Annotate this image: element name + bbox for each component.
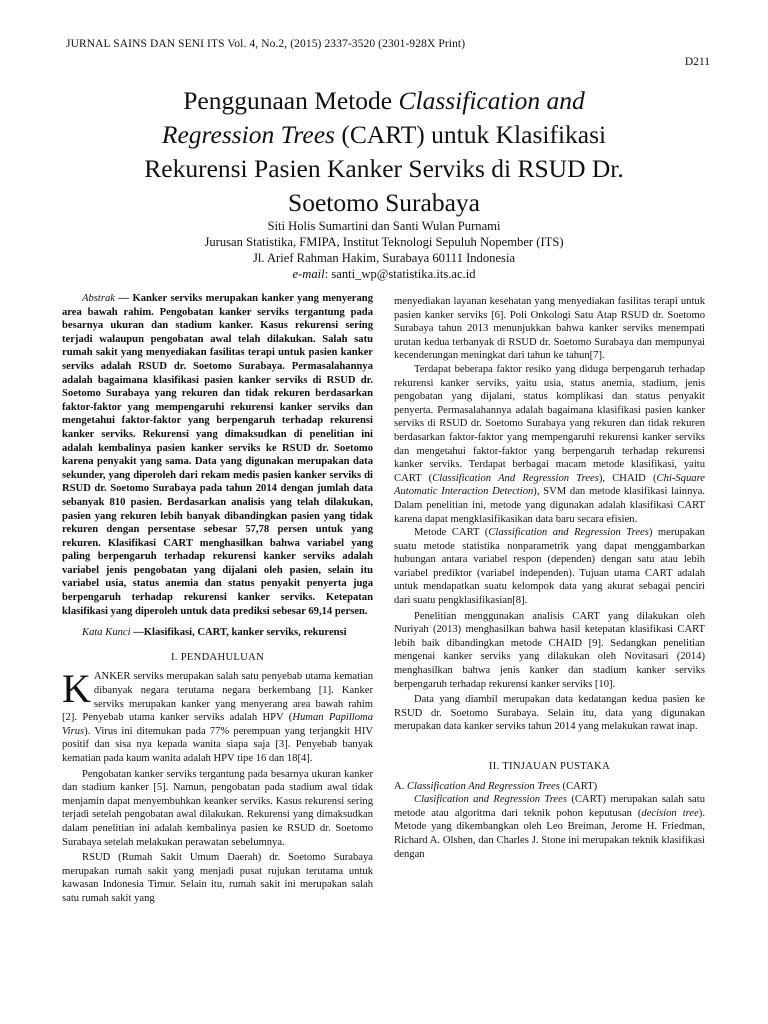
section-heading-literature: II. TINJAUAN PUSTAKA — [488, 761, 611, 772]
intro-paragraph-8: Data yang diambil merupakan data kedatangan kedua pasien ke RSUD dr. Soetomo Surabaya. Selain itu, data yang digunakan merupakan data kanker serviks tahun 2014 yang melakukan rawat inap. — [394, 694, 705, 733]
email-line — [60, 266, 708, 282]
intro-paragraph-2: Pengobatan kanker serviks tergantung pada besarnya ukuran kanker dan stadium kanker [5]. Namun, pengobatan pada stadium awal tidak menjamin dapat menyembuhkan keanker serviks. Kasus rekurensi sering terjadi setelah pengobatan awal dilakukan. Rekurensi yang dimaksudkan dalam penelitian ini adalah kembalinya pasien ke RSUD dr. Soetomo Surabaya setelah melakukan perawatan sebelumnya. — [62, 768, 373, 848]
paragraph-text: (CART) merupakan salah satu metode atau algoritma dari teknik pohon keputusan ( — [394, 794, 705, 819]
abstract-text: — Kanker serviks merupakan kanker yang menyerang area bawah rahim. Pengobatan kanker serviks tergantung pada besarnya ukuran dan stadium kanker. Kasus rekurensi sering terjadi walaupun pengobatan awal telah dilakukan. Salah satu rumah sakit yang menyediakan fasilitas terapi untuk pasien kanker serviks adalah RSUD dr. Soetomo Surabaya. Permasalahannya adalah bagaimana klasifikasi pasien kanker serviks di RSUD dr. Soetomo Surabaya yang rekuren dan tidak rekuren berdasarkan faktor-faktor yang mempengaruhi rekurensi kanker serviks dan mengetahui faktor-faktor yang berpengaruh terhadap rekurensi kanker serviks. Rekurensi yang dimaksudkan di penelitian ini adalah kembalinya pasien kanker serviks ke RSUD dr. Soetomo karena penyakit yang sama. Data yang digunakan merupakan data sekunder, yang diperoleh dari rekam medis pasien kanker serviks di RSUD dr. Soetomo Surabaya pada tahun 2014 dengan jumlah data sebanyak 810 pasien. Berdasarkan analisis yang telah dilakukan, pasien yang rekuren lebih banyak dibandingkan pasien yang tidak rekuren dengan persentase sebesar 57,78 persen untuk yang rekuren. Klasifikasi CART menghasilkan bahwa variabel yang paling berpengaruh terhadap rekurensi kanker serviks adalah variabel jenis pengobatan yang dijalani oleh pasien, selain itu variabel usia, status anemia dan status penyakit penyerta juga berpengaruh terhadap rekurensi kanker serviks. Ketepatan klasifikasi yang diperoleh untuk data prediksi sebesar 69,14 persen. — [62, 293, 373, 617]
title-italic-text: Regression Trees — [161, 120, 335, 149]
paragraph-italic: Clasification and Regression Trees — [414, 794, 567, 806]
paragraph-text: ). Metode yang dikembangkan oleh Leo Breiman, Jerome H. Friedman, Richard A. Olshen, dan Charles J. Stone ini merupakan teknik klasifikasi dengan — [394, 807, 705, 860]
intro-paragraph-3: RSUD (Rumah Sakit Umum Daerah) dr. Soetomo Surabaya merupakan rumah sakit yang menjadi pusat rujukan terutama untuk kawasan Indonesia Timur. Selain itu, rumah sakit ini merupakan salah satu rumah sakit yang — [62, 852, 373, 904]
paragraph-italic: Human Papilloma Virus — [62, 712, 373, 737]
intro-paragraph-1 — [62, 666, 373, 765]
subsection-suffix: (CART) — [559, 780, 598, 792]
paragraph-text: ANKER serviks merupakan salah satu penyebab utama kematian dibanyak negara terutama negara berkembang [1]. Kanker serviks merupakan kanker yang menyerang area bawah rahim [2]. Penyebab utama kanker serviks adalah HPV ( — [62, 671, 373, 724]
abstract — [62, 292, 373, 618]
title-line-4: Soetomo Surabaya — [288, 188, 480, 217]
keywords-text: —Klasifikasi, CART, kanker serviks, rekurensi — [130, 627, 347, 639]
page-number: D211 — [684, 56, 710, 68]
address: Jl. Arief Rahman Hakim, Surabaya 60111 Indonesia — [252, 251, 516, 265]
literature-paragraph-1 — [394, 793, 705, 861]
affiliation: Jurusan Statistika, FMIPA, Institut Teknologi Sepuluh Nopember (ITS) — [204, 235, 564, 249]
subsection-title: Classification And Regression Trees — [406, 780, 560, 792]
paragraph-text: ), SVM dan metode klasifikasi lainnya. Dalam penelitian ini, metode yang digunakan adalah klasifikasi CART karena dapat mengklasifikasikan data baru secara efisien. — [394, 486, 706, 525]
subsection-prefix: A. — [394, 780, 407, 792]
paragraph-text: Terdapat beberapa faktor resiko yang diduga berpengaruh terhadap rekurensi kanker serviks, yaitu usia, status anemia, stadium, jenis pengobatan yang dijalani, status komplikasi dan status penyakit penyerta. Permasalahannya adalah bagaimana klasifikasi pasien kanker serviks di RSUD dr. Soetomo Surabaya yang rekuren dan tidak rekuren berdasarkan faktor-faktor yang mempengaruhi rekurensi kanker serviks dan mengetahui faktor-faktor yang berpengaruh terhadap rekurensi kanker serviks. Terdapat berbagai macam metode klasifikasi, yaitu CART ( — [394, 363, 705, 484]
abstract-label: Abstrak — [82, 293, 115, 304]
intro-paragraph-5 — [394, 363, 705, 526]
paragraph-text: ), CHAID ( — [598, 472, 657, 484]
title-line-1 — [60, 84, 708, 118]
paragraph-italic: Classification And Regression Trees — [432, 472, 599, 484]
title-line-3: Rekurensi Pasien Kanker Serviks di RSUD Dr. — [144, 154, 624, 183]
paragraph-text: Metode CART ( — [414, 527, 489, 539]
paragraph-italic: Chi-Square Automatic Interaction Detection — [394, 472, 705, 498]
intro-paragraph-7: Penelitian menggunakan analisis CART yang dilakukan oleh Nuriyah (2013) menghasilkan bahwa hasil ketepatan klasifikasi CART lebih baik dibandingkan metode CHAID [9]. Sedangkan penelitian mengenai kanker serviks yang dilakukan oleh Novitasari (2014) menghasilkan bahwa jenis kanker dan stadium kanker serviks berpengaruh terhadap rekurensi kanker serviks [10]. — [394, 610, 705, 690]
title-line-2 — [60, 118, 708, 152]
intro-paragraph-6 — [394, 526, 705, 608]
section-heading-introduction: I. PENDAHULUAN — [170, 651, 265, 663]
paragraph-italic: Classification and Regression Trees — [488, 527, 649, 539]
keywords-label: Kata Kunci — [82, 627, 131, 639]
title-text: (CART) untuk Klasifikasi — [334, 120, 607, 149]
keywords — [62, 626, 373, 640]
intro-paragraph-4: menyediakan layanan kesehatan yang menyediakan fasilitas terapi untuk pasien kanker serviks [6]. Poli Onkologi Satu Atap RSUD dr. Soetomo Surabaya tahun 2013 menunjukkan bahwa kanker serviks menempati urutan kedua terbanyak di RSUD dr. Soetomo Surabaya dan mempunyai kecenderungan meningkat dari tahun ke tahun[7]. — [394, 296, 705, 362]
journal-header: JURNAL SAINS DAN SENI ITS Vol. 4, No.2, (2015) 2337-3520 (2301-928X Print) — [66, 38, 466, 50]
title-italic-text: Classification and — [398, 86, 585, 115]
right-column — [394, 295, 705, 861]
email-label: e-mail — [292, 267, 325, 281]
drop-cap: K — [62, 666, 91, 712]
paragraph-text: ) merupakan suatu metode statistika nonparametrik yang dapat menggambarkan hubungan antara variabel respon (dependen) dengan satu atau lebih variabel prediktor (variabel independen). Tujuan utama CART adalah untuk mendapatkan suatu kelompok data yang akurat sebagai penciri dari suatu pengklasifikasian[8]. — [394, 527, 705, 607]
left-column — [62, 292, 373, 906]
title-text: Penggunaan Metode — [183, 86, 399, 115]
paper-title — [60, 84, 708, 220]
email-address[interactable]: : santi_wp@statistika.its.ac.id — [324, 267, 476, 281]
subsection-heading-a — [394, 780, 705, 794]
paragraph-text: ). Virus ini ditemukan pada 77% perempuan yang terjangkit HIV positif dan sisa nya kepada wanita siapa saja [3]. Penyebab banyak kematian pada kaum wanita adalah HPV tipe 16 dan 18[4]. — [62, 725, 373, 764]
author-block — [60, 218, 708, 282]
paragraph-italic: decision tree — [641, 807, 699, 819]
authors: Siti Holis Sumartini dan Santi Wulan Purnami — [267, 219, 501, 233]
